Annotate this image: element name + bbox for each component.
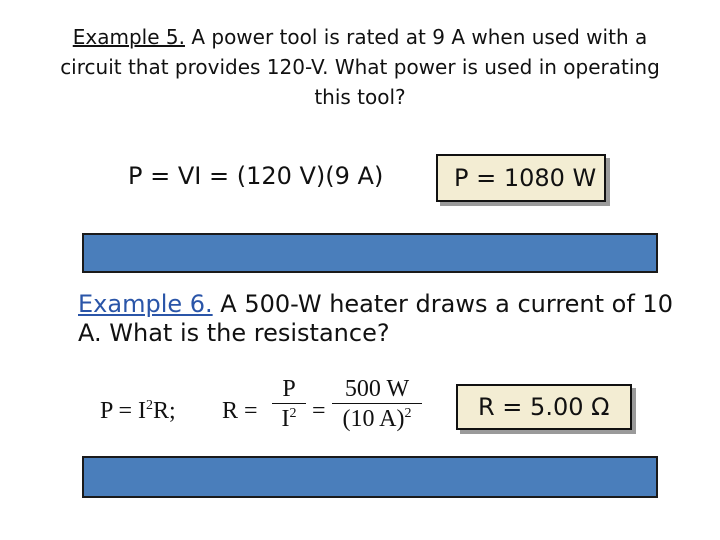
example5-text: A power tool is rated at 9 A when used with a circuit that provides 120-V. What power is used in operating this tool? — [60, 25, 660, 109]
fraction-p-over-i2: $\frac{P}{I^2}$ — [272, 376, 306, 433]
example5-answer-box — [436, 154, 606, 202]
example6-problem — [78, 290, 678, 348]
example6-text: A 500-W heater draws a current of 10 A. What is the resistance? — [78, 290, 673, 347]
example5-heading: Example 5. — [72, 25, 185, 49]
example6-answer: R = 5.00 Ω — [478, 393, 610, 421]
blue-bar-top — [82, 233, 658, 273]
example6-formula — [100, 372, 440, 444]
example5-answer: P = 1080 W — [454, 164, 597, 192]
blue-bar-bottom — [82, 456, 658, 498]
example5-equation: P = VI = (120 V)(9 A) — [128, 162, 384, 190]
example6-answer-box — [456, 384, 632, 430]
example6-heading: Example 6. — [78, 290, 213, 318]
formula-equals: = — [312, 398, 326, 424]
formula-power-relation: $P = I^2R$; — [100, 398, 176, 424]
formula-resistance-label: R = — [222, 398, 258, 424]
example5-problem — [40, 22, 680, 112]
fraction-500w-over-10a2: $\frac{500 W}{(10 A)^2}$ — [332, 376, 422, 433]
